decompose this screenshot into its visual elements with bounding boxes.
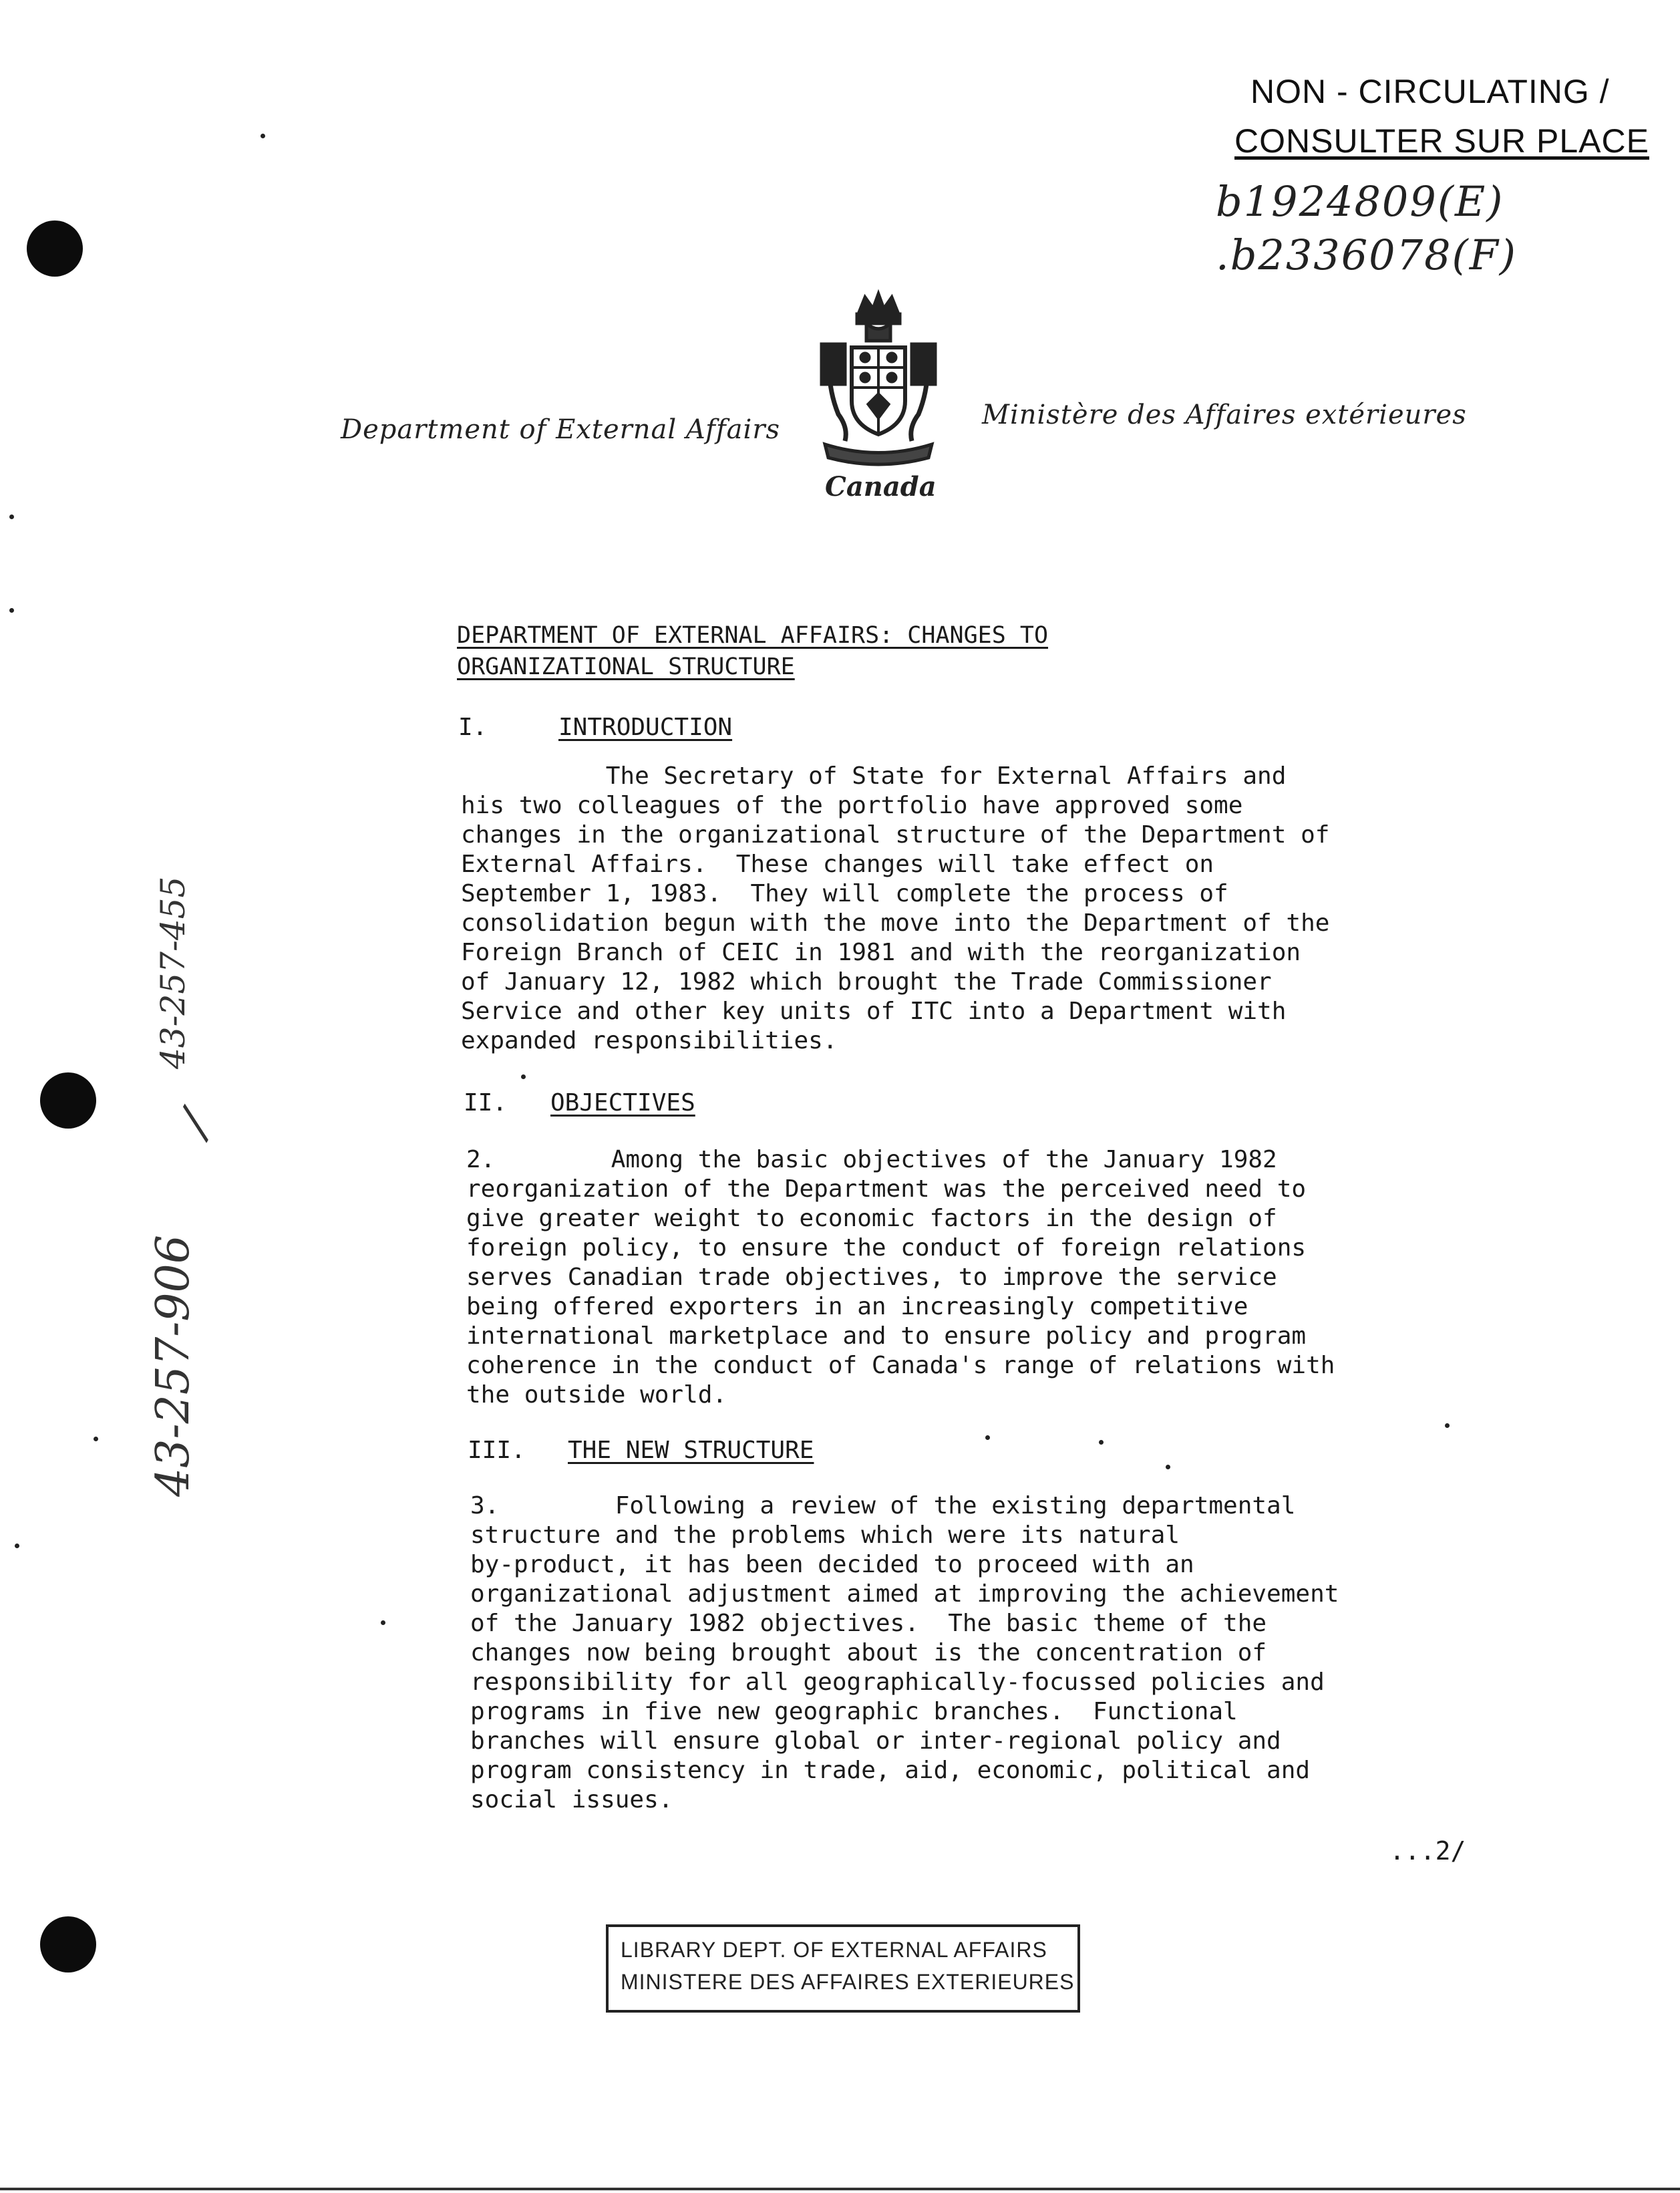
paragraph-line: the outside world. (466, 1381, 727, 1409)
scan-speck (15, 1544, 19, 1548)
paragraph-line: Foreign Branch of CEIC in 1981 and with the reorganization (461, 939, 1301, 966)
document-title (457, 620, 1245, 683)
paragraph-line: changes in the organizational structure of the Department of (461, 821, 1330, 849)
paragraph-line: programs in five new geographic branches. Functional (470, 1698, 1238, 1725)
section-title: OBJECTIVES (550, 1089, 695, 1117)
canada-coat-of-arms-icon (812, 287, 945, 468)
scan-speck (9, 608, 14, 613)
scan-speck (521, 1074, 526, 1079)
paragraph-line: The Secretary of State for External Affairs and (461, 762, 1287, 790)
document-title-line2: ORGANIZATIONAL STRUCTURE (457, 653, 795, 680)
paragraph-line: being offered exporters in an increasingly competitive (466, 1293, 1248, 1320)
handwritten-side-divider: / (167, 1102, 222, 1143)
paragraph-line: 3. Following a review of the existing departmental (470, 1492, 1296, 1519)
paragraph-line: External Affairs. These changes will take effect on (461, 851, 1214, 878)
paragraph-line: of the January 1982 objectives. The basic theme of the (470, 1610, 1267, 1637)
non-circulating-stamp-line1: NON - CIRCULATING / (1250, 73, 1610, 110)
document-title-line1: DEPARTMENT OF EXTERNAL AFFAIRS: CHANGES TO (457, 622, 1049, 649)
paragraph-introduction (461, 762, 1543, 1056)
punch-hole-bottom (40, 1916, 96, 1972)
paragraph-line: coherence in the conduct of Canada's range of relations with (466, 1352, 1335, 1379)
paragraph-line: September 1, 1983. They will complete the process of (461, 880, 1228, 907)
handwritten-ref-english: b1924809(E) (1216, 177, 1504, 226)
letterhead-department-english: Department of External Affairs (341, 414, 780, 445)
paragraph-line: foreign policy, to ensure the conduct of foreign relations (466, 1234, 1307, 1262)
library-stamp-line1: LIBRARY DEPT. OF EXTERNAL AFFAIRS (621, 1938, 1047, 1962)
section-heading-introduction (458, 714, 732, 741)
section-number: II. (464, 1089, 508, 1117)
paragraph-line: social issues. (470, 1786, 673, 1813)
scan-speck (261, 134, 265, 138)
paragraph-line: consolidation begun with the move into the Department of the (461, 909, 1330, 937)
library-stamp (606, 1924, 1080, 2013)
section-number: III. (468, 1437, 526, 1464)
paragraph-line: his two colleagues of the portfolio have approved some (461, 792, 1243, 819)
handwritten-side-note-lower: 43-257-906 (147, 1234, 200, 1497)
handwritten-side-note-upper: 43-257-455 (154, 876, 192, 1069)
paragraph-line: expanded responsibilities. (461, 1027, 838, 1054)
paragraph-line: 2. Among the basic objectives of the January 1982 (466, 1146, 1277, 1173)
punch-hole-top (27, 221, 83, 277)
paragraph-line: changes now being brought about is the concentration of (470, 1639, 1267, 1666)
scan-speck (9, 515, 14, 519)
paragraph-line: branches will ensure global or inter-regional policy and (470, 1727, 1281, 1755)
scan-speck (1445, 1423, 1450, 1428)
consulter-sur-place-stamp-line2: CONSULTER SUR PLACE (1234, 122, 1649, 160)
handwritten-ref-french: .b2336078(F) (1216, 231, 1517, 279)
paragraph-line: program consistency in trade, aid, economic, political and (470, 1757, 1311, 1784)
letterhead-ministere-french: Ministère des Affaires extérieures (982, 400, 1467, 430)
paragraph-line: structure and the problems which were its natural (470, 1521, 1180, 1549)
scan-speck (985, 1435, 990, 1440)
scan-speck (1166, 1465, 1170, 1469)
paragraph-line: international marketplace and to ensure policy and program (466, 1322, 1307, 1350)
section-number: I. (458, 714, 488, 741)
paragraph-line: of January 12, 1982 which brought the Trade Commissioner (461, 968, 1272, 996)
library-stamp-line2: MINISTERE DES AFFAIRES EXTERIEURES (621, 1970, 1075, 1994)
paragraph-line: reorganization of the Department was the perceived need to (466, 1175, 1307, 1203)
page-continuation-marker: ...2/ (1389, 1836, 1466, 1866)
paragraph-line: serves Canadian trade objectives, to improve the service (466, 1264, 1277, 1291)
section-title: THE NEW STRUCTURE (568, 1437, 814, 1464)
section-heading-objectives (464, 1089, 695, 1117)
scan-speck (381, 1620, 385, 1625)
paragraph-line: by-product, it has been decided to proceed with an (470, 1551, 1194, 1578)
paragraph-objectives (466, 1145, 1548, 1410)
paragraph-line: give greater weight to economic factors in the design of (466, 1205, 1277, 1232)
scan-bottom-edge (0, 2188, 1680, 2190)
paragraph-line: responsibility for all geographically-focussed policies and (470, 1668, 1325, 1696)
scan-speck (1099, 1440, 1104, 1445)
paragraph-new-structure (470, 1491, 1552, 1815)
punch-hole-middle (40, 1072, 96, 1129)
section-title: INTRODUCTION (558, 714, 733, 741)
section-heading-new-structure (468, 1437, 814, 1464)
letterhead-canada-wordmark: Canada (825, 471, 937, 502)
scan-speck (94, 1437, 98, 1441)
paragraph-line: Service and other key units of ITC into a Department with (461, 998, 1287, 1025)
paragraph-line: organizational adjustment aimed at improving the achievement (470, 1580, 1339, 1608)
